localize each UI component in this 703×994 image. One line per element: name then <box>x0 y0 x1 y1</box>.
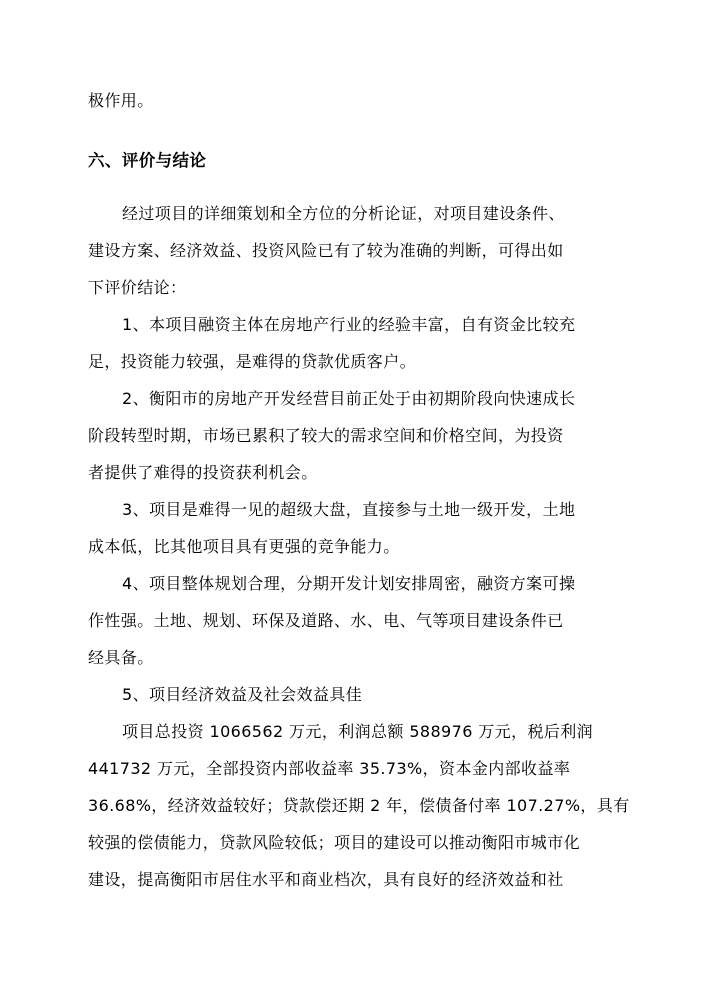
list-item-3-line: 成本低，比其他项目具有更强的竞争能力。 <box>88 537 400 556</box>
paragraph-line: 极作用。 <box>88 91 154 110</box>
list-item-2-line: 者提供了难得的投资获利机会。 <box>88 463 318 482</box>
paragraph-line: 建设，提高衡阳市居住水平和商业档次，具有良好的经济效益和社 <box>88 870 564 889</box>
list-item-2-line: 阶段转型时期，市场已累积了较大的需求空间和价格空间，为投资 <box>88 426 564 445</box>
paragraph-line: 经过项目的详细策划和全方位的分析论证，对项目建设条件、 <box>122 204 565 223</box>
list-item-2-line: 2、衡阳市的房地产开发经营目前正处于由初期阶段向快速成长 <box>122 389 576 408</box>
paragraph-line: 建设方案、经济效益、投资风险已有了较为准确的判断，可得出如 <box>88 241 564 260</box>
paragraph-line: 36.68%，经济效益较好；贷款偿还期 2 年，偿债备付率 107.27%，具有 <box>88 796 630 815</box>
paragraph-line: 下评价结论： <box>88 278 187 297</box>
list-item-4-line: 经具备。 <box>88 648 154 667</box>
list-item-5-line: 5、项目经济效益及社会效益具佳 <box>122 685 363 704</box>
list-item-4-line: 4、项目整体规划合理，分期开发计划安排周密，融资方案可操 <box>122 574 576 593</box>
paragraph-line: 441732 万元，全部投资内部收益率 35.73%，资本金内部收益率 <box>88 759 571 778</box>
list-item-1-line: 1、本项目融资主体在房地产行业的经验丰富，自有资金比较充 <box>122 315 576 334</box>
section-heading: 六、评价与结论 <box>88 151 207 170</box>
list-item-1-line: 足，投资能力较强，是难得的贷款优质客户。 <box>88 352 417 371</box>
list-item-4-line: 作性强。土地、规划、环保及道路、水、电、气等项目建设条件已 <box>88 611 564 630</box>
paragraph-line: 较强的偿债能力，贷款风险较低；项目的建设可以推动衡阳市城市化 <box>88 833 581 852</box>
paragraph-line: 项目总投资 1066562 万元，利润总额 588976 万元，税后利润 <box>122 722 594 741</box>
list-item-3-line: 3、项目是难得一见的超级大盘，直接参与土地一级开发，土地 <box>122 500 576 519</box>
